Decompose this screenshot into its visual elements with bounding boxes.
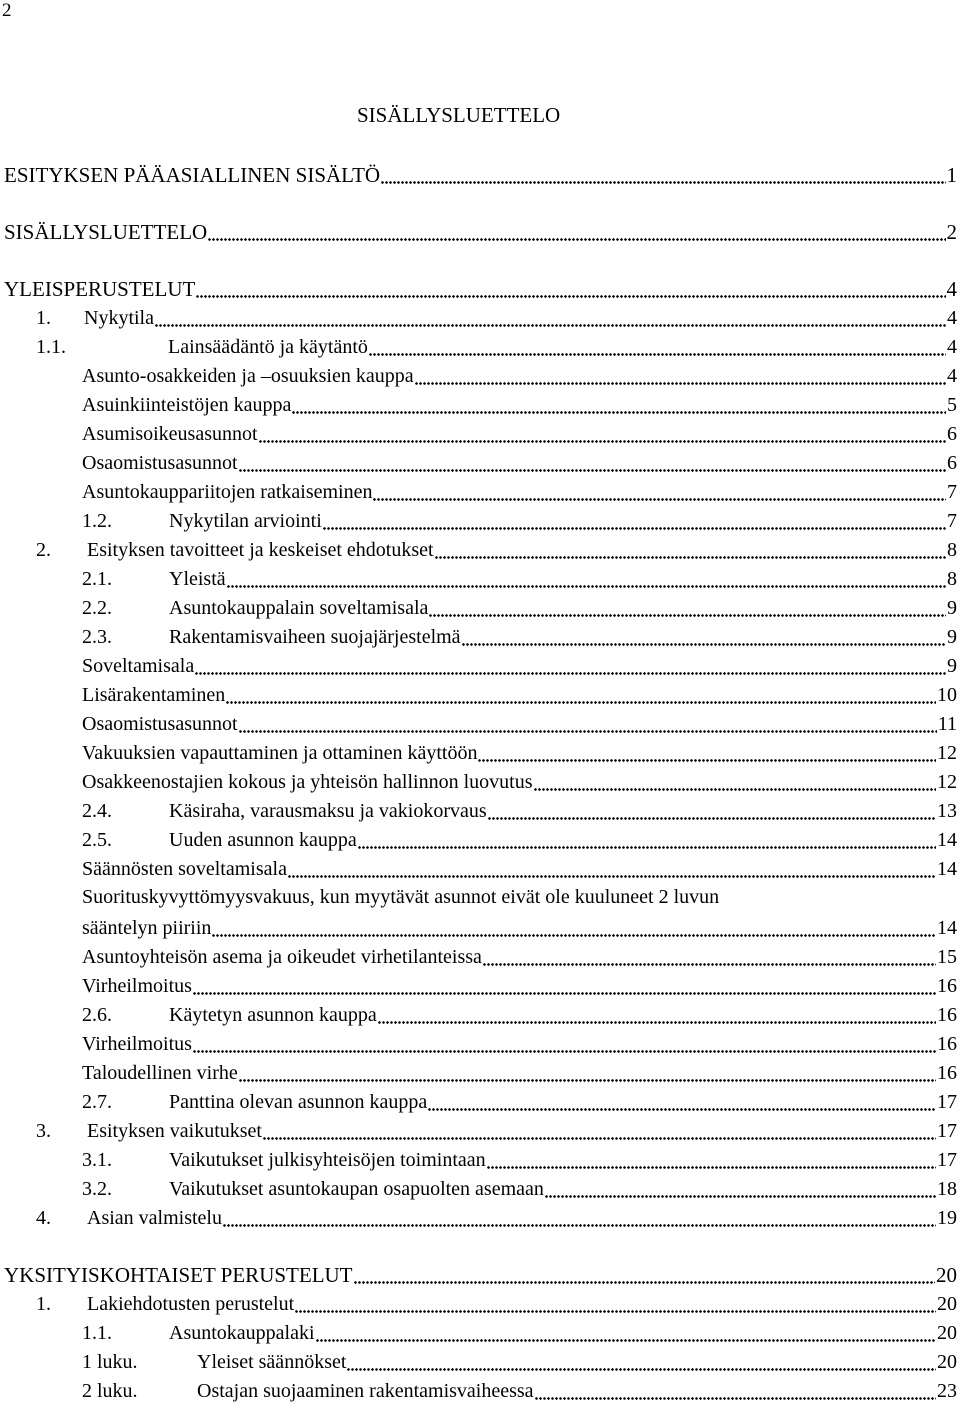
toc-entry-number: 1.1. <box>36 336 66 358</box>
toc-entry-number: 2.7. <box>82 1091 112 1113</box>
toc-entry-number: 2 luku. <box>82 1380 138 1402</box>
toc-entry[interactable] <box>82 417 957 446</box>
toc-entry-title: Panttina olevan asunnon kauppa <box>169 1091 428 1113</box>
toc-entry-number: 2.3. <box>82 626 112 648</box>
toc-entry-page-number: 12 <box>937 742 957 764</box>
toc-entry[interactable] <box>36 1114 957 1143</box>
toc-entry-title: Lainsäädäntö ja käytäntö <box>168 336 368 358</box>
toc-entry-number: 2.2. <box>82 597 112 619</box>
dot-leader <box>223 1206 936 1230</box>
toc-entry-page-number: 14 <box>937 917 957 939</box>
dot-leader <box>292 393 946 417</box>
toc-entry-number: 2.1. <box>82 568 112 590</box>
toc-entry-page-number: 10 <box>937 684 957 706</box>
toc-entry-number: 1.2. <box>82 510 112 532</box>
dot-leader <box>462 625 946 649</box>
dot-leader <box>208 220 945 244</box>
dot-leader <box>545 1177 936 1201</box>
dot-leader <box>316 1321 936 1345</box>
document-title: SISÄLLYSLUETTELO <box>357 103 561 127</box>
dot-leader <box>369 335 946 359</box>
toc-entry[interactable] <box>82 1316 957 1345</box>
toc-entry-page-number: 1 <box>946 163 957 187</box>
dot-leader <box>239 1061 936 1085</box>
toc-entry-number: 1. <box>36 307 51 329</box>
toc-entry-title: Uuden asunnon kauppa <box>169 829 357 851</box>
toc-entry-page-number: 4 <box>947 365 957 387</box>
toc-entry-title: Vakuuksien vapauttaminen ja ottaminen käyttöön <box>82 742 478 764</box>
dot-leader <box>428 1090 936 1114</box>
toc-entry[interactable] <box>82 1085 957 1114</box>
toc-entry-title: Asuntokauppalaki <box>169 1322 315 1344</box>
toc-entry-number: 4. <box>36 1207 51 1229</box>
toc-entry-number: 1.1. <box>82 1322 112 1344</box>
dot-leader <box>358 828 936 852</box>
toc-entry[interactable] <box>36 1287 957 1316</box>
toc-entry-page-number: 17 <box>937 1091 957 1113</box>
dot-leader <box>535 1379 936 1403</box>
toc-entry-page-number: 18 <box>937 1178 957 1200</box>
toc-entry[interactable] <box>4 215 957 244</box>
toc-entry[interactable] <box>82 794 957 823</box>
toc-entry-page-number: 6 <box>947 423 957 445</box>
toc-entry[interactable] <box>36 330 957 359</box>
toc-entry[interactable] <box>82 388 957 417</box>
toc-entry-title: Esityksen vaikutukset <box>87 1120 262 1142</box>
toc-entry-page-number: 9 <box>947 655 957 677</box>
toc-entry-page-number: 19 <box>937 1207 957 1229</box>
toc-entry[interactable] <box>82 1027 957 1056</box>
toc-entry[interactable] <box>4 1258 957 1287</box>
toc-entry-number: 1. <box>36 1293 51 1315</box>
toc-entry-title: Asuntokauppariitojen ratkaiseminen <box>82 481 373 503</box>
toc-entry[interactable] <box>36 1201 957 1230</box>
toc-entry-page-number: 16 <box>937 975 957 997</box>
toc-entry[interactable] <box>82 1056 957 1085</box>
toc-entry[interactable] <box>82 562 957 591</box>
dot-leader <box>195 654 946 678</box>
toc-entry-title: Asuntoyhteisön asema ja oikeudet virhetilanteissa <box>82 946 482 968</box>
toc-entry-page-number: 17 <box>937 1120 957 1142</box>
dot-leader <box>534 770 937 794</box>
toc-entry-page-number: 20 <box>937 1322 957 1344</box>
toc-entry-title: Asian valmistelu <box>87 1207 222 1229</box>
dot-leader <box>347 1350 936 1374</box>
dot-leader <box>193 974 936 998</box>
dot-leader <box>259 422 946 446</box>
toc-entry-page-number: 9 <box>947 626 957 648</box>
toc-entry-title: Virheilmoitus <box>82 975 192 997</box>
toc-entry-title: Taloudellinen virhe <box>82 1062 238 1084</box>
toc-entry-title: Esityksen tavoitteet ja keskeiset ehdotukset <box>87 539 434 561</box>
toc-entry-page-number: 9 <box>947 597 957 619</box>
toc-entry-title: Käytetyn asunnon kauppa <box>169 1004 377 1026</box>
toc-entry[interactable] <box>36 301 957 330</box>
toc-entry[interactable] <box>82 998 957 1027</box>
toc-entry-title: Rakentamisvaiheen suojajärjestelmä <box>169 626 461 648</box>
toc-entry-title: Osaomistusasunnot <box>82 452 238 474</box>
toc-entry-page-number: 8 <box>947 568 957 590</box>
toc-entry-page-number: 2 <box>946 220 957 244</box>
toc-entry-number: 3. <box>36 1120 51 1142</box>
toc-entry[interactable] <box>82 504 957 533</box>
dot-leader <box>488 799 936 823</box>
toc-entry[interactable] <box>82 940 957 969</box>
toc-entry[interactable] <box>82 1345 957 1374</box>
toc-entry-page-number: 23 <box>937 1380 957 1402</box>
toc-entry-number: 2.5. <box>82 829 112 851</box>
toc-entry[interactable] <box>82 969 957 998</box>
toc-entry-title: sääntelyn piiriin <box>82 917 212 939</box>
toc-entry[interactable] <box>4 158 957 187</box>
toc-entry-page-number: 4 <box>947 336 957 358</box>
dot-leader <box>227 567 946 591</box>
dot-leader <box>239 712 937 736</box>
toc-entry-title: Osaomistusasunnot <box>82 713 238 735</box>
toc-entry[interactable] <box>36 533 957 562</box>
dot-leader <box>323 509 946 533</box>
toc-entry[interactable] <box>82 911 957 940</box>
toc-entry-page-number: 20 <box>937 1293 957 1315</box>
dot-leader <box>487 1148 936 1172</box>
toc-entry[interactable] <box>82 475 957 504</box>
toc-entry-title: Soveltamisala <box>82 655 195 677</box>
toc-entry-title: Osakkeenostajien kokous ja yhteisön hallinnon luovutus <box>82 771 533 793</box>
dot-leader <box>193 1032 936 1056</box>
toc-entry-title: YKSITYISKOHTAISET PERUSTELUT <box>4 1263 353 1287</box>
toc-entry-number: 3.1. <box>82 1149 112 1171</box>
toc-entry-title: SISÄLLYSLUETTELO <box>4 220 208 244</box>
toc-entry-title: YLEISPERUSTELUT <box>4 277 196 301</box>
toc-entry-title: Nykytilan arviointi <box>169 510 322 532</box>
dot-leader <box>373 480 946 504</box>
toc-entry-number: 2.6. <box>82 1004 112 1026</box>
toc-entry-page-number: 12 <box>937 771 957 793</box>
toc-entry[interactable] <box>82 620 957 649</box>
dot-leader <box>381 163 945 187</box>
toc-entry-title: Lisärakentaminen <box>82 684 226 706</box>
toc-entry[interactable] <box>82 823 957 852</box>
toc-entry-title: Ostajan suojaaminen rakentamisvaiheessa <box>197 1380 534 1402</box>
toc-entry[interactable] <box>82 649 957 678</box>
toc-entry-page-number: 7 <box>947 481 957 503</box>
dot-leader <box>429 596 946 620</box>
toc-entry-title: ESITYKSEN PÄÄASIALLINEN SISÄLTÖ <box>4 163 381 187</box>
dot-leader <box>239 451 946 475</box>
toc-entry-page-number: 8 <box>947 539 957 561</box>
toc-entry-page-number: 17 <box>937 1149 957 1171</box>
dot-leader <box>415 364 946 388</box>
dot-leader <box>212 916 936 940</box>
toc-entry-page-number: 7 <box>947 510 957 532</box>
dot-leader <box>295 1292 936 1316</box>
toc-entry-title: Asuinkiinteistöjen kauppa <box>82 394 292 416</box>
toc-entry-title: Yleiset säännökset <box>197 1351 347 1373</box>
toc-entry-page-number: 4 <box>947 307 957 329</box>
dot-leader <box>226 683 936 707</box>
toc-entry-title: Käsiraha, varausmaksu ja vakiokorvaus <box>169 800 487 822</box>
toc-entry-title: Yleistä <box>169 568 226 590</box>
dot-leader <box>354 1263 935 1287</box>
dot-leader <box>155 306 946 330</box>
toc-entry-page-number: 16 <box>937 1062 957 1084</box>
toc-entry[interactable] <box>82 1374 957 1403</box>
dot-leader <box>288 857 936 881</box>
toc-entry-title: Vaikutukset julkisyhteisöjen toimintaan <box>169 1149 486 1171</box>
toc-entry-title: Virheilmoitus <box>82 1033 192 1055</box>
toc-entry[interactable] <box>82 678 957 707</box>
toc-entry-page-number: 16 <box>937 1004 957 1026</box>
dot-leader <box>478 741 936 765</box>
toc-entry-title: Vaikutukset asuntokaupan osapuolten asemaan <box>169 1178 544 1200</box>
toc-entry-page-number: 14 <box>937 858 957 880</box>
toc-entry-number: 3.2. <box>82 1178 112 1200</box>
toc-entry-first-line[interactable]: Suorituskyvyttömyysvakuus, kun myytävät asunnot eivät ole kuuluneet 2 luvun <box>82 886 720 908</box>
toc-entry-page-number: 11 <box>937 713 957 735</box>
toc-entry-page-number: 13 <box>937 800 957 822</box>
toc-entry-page-number: 5 <box>947 394 957 416</box>
toc-entry[interactable] <box>82 852 957 881</box>
toc-entry[interactable] <box>82 359 957 388</box>
toc-entry-page-number: 20 <box>936 1263 957 1287</box>
dot-leader <box>435 538 946 562</box>
toc-entry-page-number: 15 <box>937 946 957 968</box>
toc-entry[interactable] <box>4 272 957 301</box>
toc-entry-page-number: 20 <box>937 1351 957 1373</box>
toc-entry-page-number: 16 <box>937 1033 957 1055</box>
dot-leader <box>196 277 945 301</box>
page-number: 2 <box>2 0 12 21</box>
toc-entry-title: Lakiehdotusten perustelut <box>87 1293 295 1315</box>
toc-entry[interactable] <box>82 1172 957 1201</box>
dot-leader <box>378 1003 936 1027</box>
toc-entry[interactable] <box>82 765 957 794</box>
toc-entry[interactable] <box>82 736 957 765</box>
toc-entry-number: 1 luku. <box>82 1351 138 1373</box>
toc-entry[interactable] <box>82 446 957 475</box>
toc-entry-page-number: 6 <box>947 452 957 474</box>
toc-entry-number: 2.4. <box>82 800 112 822</box>
toc-entry-title: Asuntokauppalain soveltamisala <box>169 597 429 619</box>
toc-entry-page-number: 14 <box>937 829 957 851</box>
toc-entry[interactable] <box>82 591 957 620</box>
toc-entry-title: Asunto-osakkeiden ja –osuuksien kauppa <box>82 365 414 387</box>
dot-leader <box>263 1119 936 1143</box>
toc-entry-title: Säännösten soveltamisala <box>82 858 287 880</box>
toc-entry-page-number: 4 <box>946 277 957 301</box>
toc-entry-title: Nykytila <box>84 307 154 329</box>
dot-leader <box>483 945 936 969</box>
toc-entry-title: Asumisoikeusasunnot <box>82 423 258 445</box>
toc-entry-number: 2. <box>36 539 51 561</box>
toc-entry[interactable] <box>82 1143 957 1172</box>
toc-entry[interactable] <box>82 707 957 736</box>
